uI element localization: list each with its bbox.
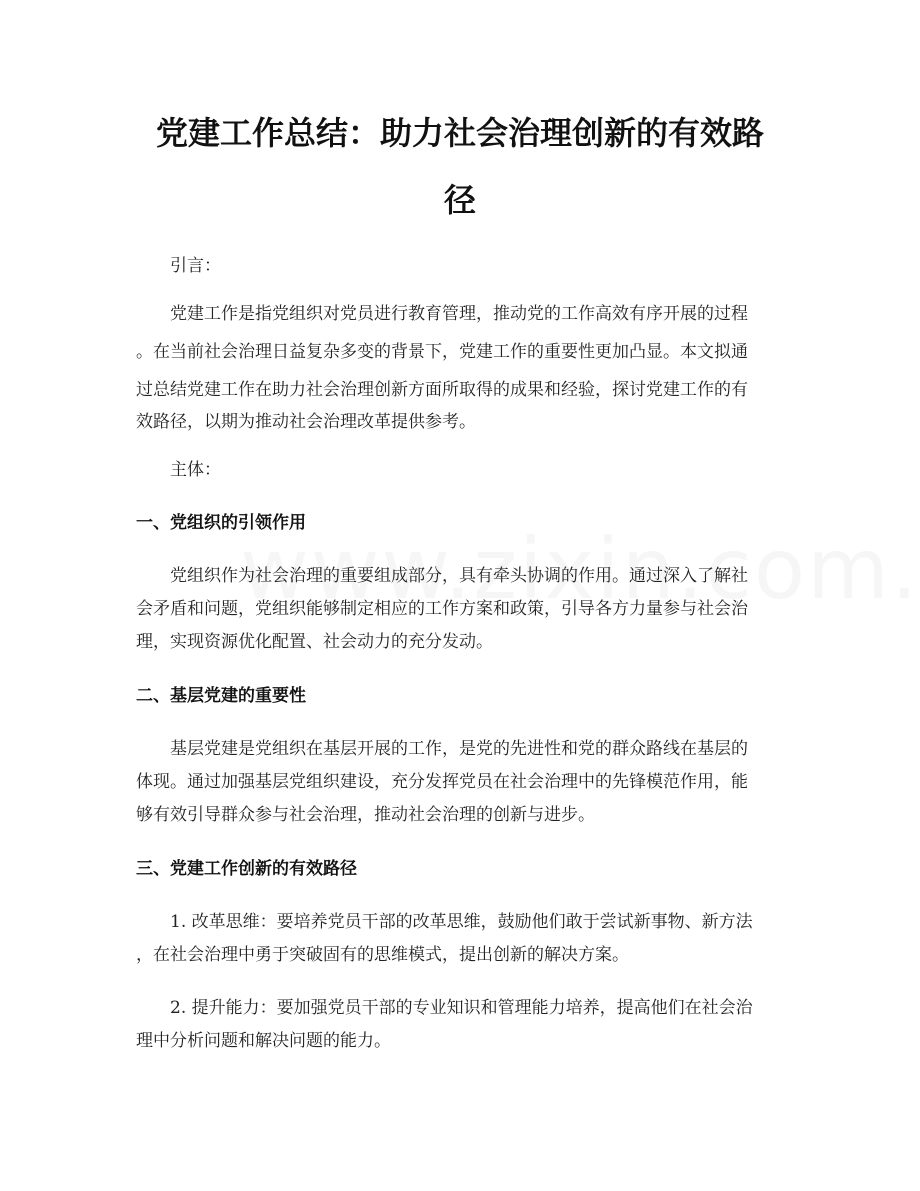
section-1-line: 党组织作为社会治理的重要组成部分，具有牵头协调的作用。通过深入了解社	[170, 566, 748, 586]
intro-line: 党建工作是指党组织对党员进行教育管理，推动党的工作高效有序开展的过程	[170, 304, 748, 324]
section-3-item-1-line: ，在社会治理中勇于突破固有的思维模式，提出创新的解决方案。	[136, 945, 629, 965]
section-2-line: 体现。通过加强基层党组织建设，充分发挥党员在社会治理中的先锋模范作用，能	[136, 772, 748, 792]
intro-line: 过总结党建工作在助力社会治理创新方面所取得的成果和经验，探讨党建工作的有	[136, 380, 748, 400]
section-1-line: 会矛盾和问题，党组织能够制定相应的工作方案和政策，引导各方力量参与社会治	[136, 599, 748, 619]
document-title-line-1: 党建工作总结：助力社会治理创新的有效路	[155, 114, 764, 152]
section-1-line: 理，实现资源优化配置、社会动力的充分发动。	[136, 632, 493, 652]
section-1-heading: 一、党组织的引领作用	[136, 513, 306, 533]
intro-line: 效路径，以期为推动社会治理改革提供参考。	[136, 412, 476, 432]
body-label: 主体：	[170, 460, 221, 480]
section-3-item-2-line: 理中分析问题和解决问题的能力。	[136, 1031, 391, 1051]
section-2-line: 基层党建是党组织在基层开展的工作，是党的先进性和党的群众路线在基层的	[170, 739, 748, 759]
section-2-line: 够有效引导群众参与社会治理，推动社会治理的创新与进步。	[136, 805, 595, 825]
section-3-item-1-line: 1. 改革思维：要培养党员干部的改革思维，鼓励他们敢于尝试新事物、新方法	[170, 912, 753, 932]
section-2-heading: 二、基层党建的重要性	[136, 686, 306, 706]
section-3-heading: 三、党建工作创新的有效路径	[136, 859, 357, 879]
document-title-line-2: 径	[443, 181, 476, 219]
section-3-item-2-line: 2. 提升能力：要加强党员干部的专业知识和管理能力培养，提高他们在社会治	[170, 998, 753, 1018]
intro-label: 引言：	[170, 256, 221, 276]
intro-line: 。在当前社会治理日益复杂多变的背景下，党建工作的重要性更加凸显。本文拟通	[136, 342, 748, 362]
